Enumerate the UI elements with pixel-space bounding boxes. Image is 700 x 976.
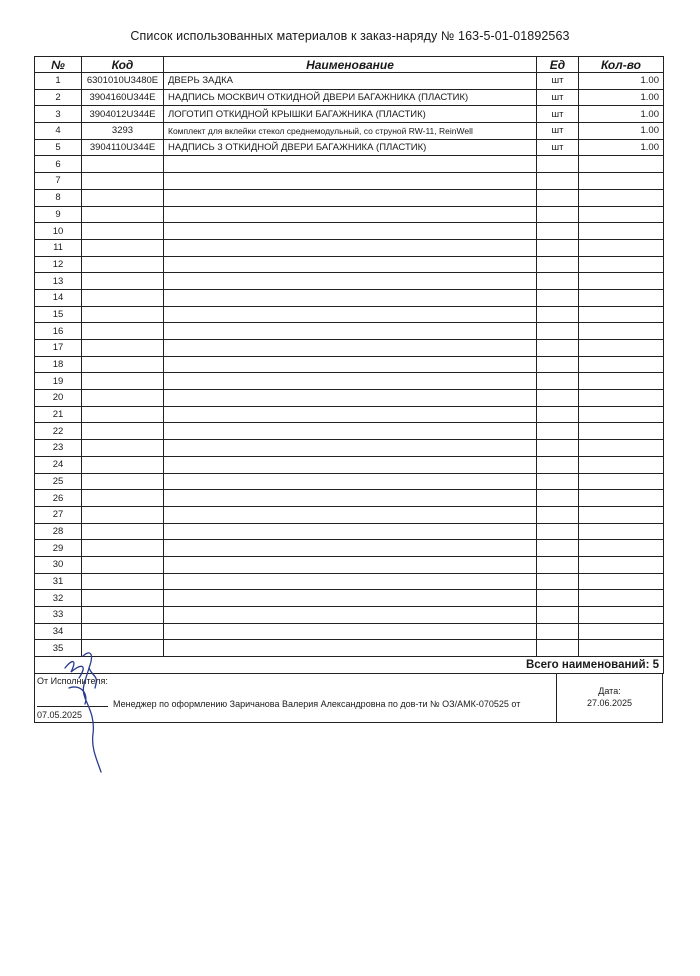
cell-name: ДВЕРЬ ЗАДКА: [164, 73, 537, 90]
header-num: №: [35, 57, 82, 73]
table-row: [35, 623, 664, 640]
table-row: [35, 556, 664, 573]
cell-code: [82, 456, 164, 473]
cell-name: [164, 556, 537, 573]
table-header-row: [35, 57, 664, 73]
cell-code: [82, 373, 164, 390]
cell-code: 3904012U344E: [82, 106, 164, 123]
cell-code: [82, 156, 164, 173]
cell-qty: [579, 440, 664, 457]
cell-num: 28: [35, 523, 82, 540]
cell-unit: [537, 640, 579, 657]
cell-qty: [579, 156, 664, 173]
table-row: [35, 256, 664, 273]
cell-code: [82, 440, 164, 457]
date-label: Дата:: [598, 686, 621, 696]
table-row: [35, 573, 664, 590]
cell-code: [82, 506, 164, 523]
cell-unit: [537, 356, 579, 373]
cell-unit: [537, 523, 579, 540]
cell-name: [164, 623, 537, 640]
cell-num: 26: [35, 490, 82, 507]
cell-unit: [537, 289, 579, 306]
cell-name: НАДПИСЬ 3 ОТКИДНОЙ ДВЕРИ БАГАЖНИКА (ПЛАСТИК): [164, 139, 537, 156]
cell-unit: [537, 223, 579, 240]
cell-num: 13: [35, 273, 82, 290]
cell-num: 19: [35, 373, 82, 390]
table-row: [35, 423, 664, 440]
cell-num: 25: [35, 473, 82, 490]
cell-qty: [579, 490, 664, 507]
cell-name: [164, 289, 537, 306]
cell-qty: [579, 456, 664, 473]
cell-unit: шт: [537, 139, 579, 156]
cell-name: [164, 340, 537, 357]
cell-qty: [579, 189, 664, 206]
cell-num: 35: [35, 640, 82, 657]
cell-name: [164, 540, 537, 557]
cell-name: ЛОГОТИП ОТКИДНОЙ КРЫШКИ БАГАЖНИКА (ПЛАСТИК): [164, 106, 537, 123]
total-count: Всего наименований: 5: [35, 657, 664, 674]
cell-name: [164, 473, 537, 490]
cell-code: [82, 623, 164, 640]
cell-num: 14: [35, 289, 82, 306]
cell-unit: [537, 440, 579, 457]
cell-qty: 1.00: [579, 139, 664, 156]
cell-num: 34: [35, 623, 82, 640]
cell-unit: [537, 423, 579, 440]
cell-code: [82, 323, 164, 340]
cell-unit: [537, 239, 579, 256]
cell-unit: [537, 323, 579, 340]
table-row: [35, 223, 664, 240]
date-section: [557, 674, 662, 722]
table-row: [35, 490, 664, 507]
header-qty: Кол-во: [579, 57, 664, 73]
cell-qty: [579, 556, 664, 573]
cell-qty: [579, 340, 664, 357]
handwritten-signature: [55, 648, 115, 778]
cell-qty: [579, 573, 664, 590]
table-row: [35, 607, 664, 624]
table-row: [35, 189, 664, 206]
cell-code: [82, 356, 164, 373]
cell-name: [164, 189, 537, 206]
cell-unit: [537, 490, 579, 507]
table-row: [35, 440, 664, 457]
cell-code: [82, 573, 164, 590]
cell-unit: [537, 273, 579, 290]
cell-code: 3904160U344E: [82, 89, 164, 106]
cell-num: 4: [35, 123, 82, 140]
cell-num: 17: [35, 340, 82, 357]
cell-qty: 1.00: [579, 123, 664, 140]
table-row: [35, 640, 664, 657]
cell-num: 10: [35, 223, 82, 240]
cell-unit: [537, 189, 579, 206]
cell-num: 20: [35, 390, 82, 407]
cell-name: [164, 456, 537, 473]
cell-code: 3904110U344E: [82, 139, 164, 156]
cell-unit: [537, 556, 579, 573]
cell-unit: [537, 406, 579, 423]
cell-name: Комплект для вклейки стекол среднемодульный, со струной RW-11, ReinWell: [164, 123, 537, 140]
cell-name: [164, 239, 537, 256]
cell-code: [82, 590, 164, 607]
cell-num: 24: [35, 456, 82, 473]
cell-qty: 1.00: [579, 89, 664, 106]
cell-qty: [579, 306, 664, 323]
cell-qty: [579, 206, 664, 223]
cell-code: [82, 206, 164, 223]
cell-code: 6301010U3480E: [82, 73, 164, 90]
table-row: [35, 356, 664, 373]
cell-unit: [537, 540, 579, 557]
table-row: [35, 340, 664, 357]
cell-qty: [579, 607, 664, 624]
table-row: [35, 323, 664, 340]
cell-name: [164, 206, 537, 223]
cell-name: [164, 323, 537, 340]
cell-num: 22: [35, 423, 82, 440]
cell-unit: [537, 306, 579, 323]
cell-num: 12: [35, 256, 82, 273]
document-title: Список использованных материалов к заказ-наряду № 163-5-01-01892563: [130, 29, 570, 43]
cell-qty: [579, 540, 664, 557]
cell-unit: [537, 506, 579, 523]
cell-code: [82, 473, 164, 490]
cell-code: [82, 607, 164, 624]
cell-num: 2: [35, 89, 82, 106]
cell-name: [164, 373, 537, 390]
header-unit: Ед: [537, 57, 579, 73]
cell-qty: [579, 523, 664, 540]
cell-code: [82, 273, 164, 290]
cell-qty: [579, 273, 664, 290]
cell-num: 27: [35, 506, 82, 523]
cell-unit: [537, 256, 579, 273]
cell-unit: [537, 607, 579, 624]
cell-unit: [537, 590, 579, 607]
cell-code: [82, 239, 164, 256]
table-row: [35, 73, 664, 90]
cell-qty: [579, 373, 664, 390]
cell-num: 7: [35, 173, 82, 190]
table-row: [35, 89, 664, 106]
cell-qty: [579, 323, 664, 340]
table-row: [35, 540, 664, 557]
cell-name: [164, 156, 537, 173]
cell-code: [82, 490, 164, 507]
cell-unit: [537, 156, 579, 173]
cell-num: 9: [35, 206, 82, 223]
cell-qty: [579, 506, 664, 523]
cell-code: 3293: [82, 123, 164, 140]
cell-name: [164, 607, 537, 624]
cell-unit: [537, 623, 579, 640]
date-value: 27.06.2025: [586, 698, 633, 708]
cell-unit: [537, 456, 579, 473]
cell-code: [82, 556, 164, 573]
cell-qty: 1.00: [579, 73, 664, 90]
cell-qty: [579, 423, 664, 440]
cell-num: 6: [35, 156, 82, 173]
cell-num: 21: [35, 406, 82, 423]
power-of-attorney-date: 07.05.2025: [37, 710, 83, 720]
table-body: [35, 73, 664, 657]
cell-qty: [579, 256, 664, 273]
cell-code: [82, 340, 164, 357]
cell-code: [82, 173, 164, 190]
cell-qty: [579, 390, 664, 407]
cell-name: [164, 640, 537, 657]
table-row: [35, 123, 664, 140]
cell-num: 11: [35, 239, 82, 256]
cell-unit: [537, 373, 579, 390]
table-row: [35, 373, 664, 390]
cell-num: 15: [35, 306, 82, 323]
cell-name: [164, 390, 537, 407]
cell-unit: [537, 340, 579, 357]
table-row: [35, 506, 664, 523]
cell-qty: [579, 406, 664, 423]
cell-code: [82, 189, 164, 206]
table-row: [35, 156, 664, 173]
cell-code: [82, 523, 164, 540]
cell-unit: шт: [537, 123, 579, 140]
cell-code: [82, 223, 164, 240]
cell-name: [164, 523, 537, 540]
cell-num: 32: [35, 590, 82, 607]
cell-unit: [537, 390, 579, 407]
table-row: [35, 173, 664, 190]
cell-unit: шт: [537, 106, 579, 123]
cell-num: 18: [35, 356, 82, 373]
cell-unit: [537, 206, 579, 223]
cell-name: [164, 273, 537, 290]
from-executor-label: От Исполнителя:: [37, 676, 108, 686]
cell-qty: [579, 356, 664, 373]
table-row: [35, 139, 664, 156]
table-row: [35, 273, 664, 290]
cell-qty: [579, 590, 664, 607]
table-row: [35, 523, 664, 540]
cell-unit: [537, 473, 579, 490]
cell-num: 33: [35, 607, 82, 624]
cell-num: 31: [35, 573, 82, 590]
cell-num: 23: [35, 440, 82, 457]
cell-name: [164, 406, 537, 423]
cell-name: НАДПИСЬ МОСКВИЧ ОТКИДНОЙ ДВЕРИ БАГАЖНИКА (ПЛАСТИК): [164, 89, 537, 106]
cell-code: [82, 390, 164, 407]
cell-num: 8: [35, 189, 82, 206]
cell-qty: [579, 289, 664, 306]
header-name: Наименование: [164, 57, 537, 73]
cell-unit: шт: [537, 89, 579, 106]
cell-name: [164, 356, 537, 373]
cell-qty: [579, 473, 664, 490]
cell-num: 16: [35, 323, 82, 340]
table-row: [35, 590, 664, 607]
cell-qty: [579, 239, 664, 256]
cell-name: [164, 173, 537, 190]
cell-unit: [537, 573, 579, 590]
cell-unit: шт: [537, 73, 579, 90]
cell-code: [82, 256, 164, 273]
cell-qty: [579, 223, 664, 240]
header-code: Код: [82, 57, 164, 73]
cell-num: 30: [35, 556, 82, 573]
table-row: [35, 239, 664, 256]
table-row: [35, 456, 664, 473]
cell-qty: [579, 640, 664, 657]
cell-code: [82, 540, 164, 557]
cell-num: 29: [35, 540, 82, 557]
table-row: [35, 473, 664, 490]
table-row: [35, 406, 664, 423]
manager-text: Менеджер по оформлению Заричанова Валерия Александровна по дов-ти № ОЗ/АМК-070525 от: [113, 699, 521, 709]
cell-num: 3: [35, 106, 82, 123]
signature-block: [34, 673, 663, 723]
cell-qty: 1.00: [579, 106, 664, 123]
cell-name: [164, 440, 537, 457]
table-row: [35, 289, 664, 306]
cell-name: [164, 490, 537, 507]
cell-name: [164, 423, 537, 440]
cell-code: [82, 406, 164, 423]
cell-code: [82, 289, 164, 306]
materials-table: [34, 56, 664, 674]
cell-name: [164, 306, 537, 323]
table-row: [35, 106, 664, 123]
cell-name: [164, 590, 537, 607]
cell-name: [164, 223, 537, 240]
table-row: [35, 306, 664, 323]
cell-num: 5: [35, 139, 82, 156]
cell-code: [82, 423, 164, 440]
cell-num: 1: [35, 73, 82, 90]
cell-qty: [579, 173, 664, 190]
cell-qty: [579, 623, 664, 640]
cell-name: [164, 256, 537, 273]
table-row: [35, 206, 664, 223]
cell-code: [82, 306, 164, 323]
cell-name: [164, 506, 537, 523]
cell-unit: [537, 173, 579, 190]
cell-name: [164, 573, 537, 590]
total-row: [35, 657, 664, 674]
table-row: [35, 390, 664, 407]
